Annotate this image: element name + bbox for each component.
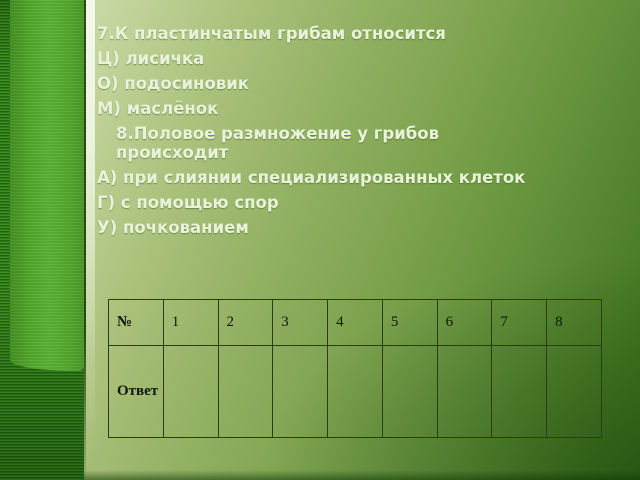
- answer-cell: [492, 346, 547, 438]
- answer-cell: [273, 346, 328, 438]
- answer-cell: [328, 346, 383, 438]
- question-line: А) при слиянии специализированных клеток: [97, 168, 526, 187]
- table-col-header: 1: [163, 300, 218, 346]
- table-number-header: №: [109, 300, 164, 346]
- question-line: Г) с помощью спор: [97, 193, 279, 212]
- question-line: М) маслёнок: [97, 99, 219, 118]
- answer-table-header-row: [109, 300, 602, 346]
- answer-cell: [218, 346, 273, 438]
- answer-row-label: Ответ: [109, 346, 164, 438]
- table-col-header: 2: [218, 300, 273, 346]
- question-line: Ц) лисичка: [97, 49, 205, 68]
- answer-cell: [382, 346, 437, 438]
- table-col-header: 7: [492, 300, 547, 346]
- table-col-header: 8: [547, 300, 602, 346]
- answer-cell: [547, 346, 602, 438]
- highlight-line: [86, 0, 95, 472]
- question-list: [97, 24, 619, 243]
- answer-table-answer-row: [109, 346, 602, 438]
- table-col-header: 3: [273, 300, 328, 346]
- question-line: У) почкованием: [97, 218, 249, 237]
- answer-table: [108, 299, 602, 438]
- table-col-header: 6: [437, 300, 492, 346]
- question-line: О) подосиновик: [97, 74, 249, 93]
- question-line: 7.К пластинчатым грибам относится: [97, 24, 446, 43]
- answer-cell: [437, 346, 492, 438]
- question-line: 8.Половое размножение у грибов происходит: [116, 124, 440, 162]
- left-decoration-band: [0, 0, 84, 480]
- table-col-header: 5: [382, 300, 437, 346]
- green-panel: [10, 0, 84, 371]
- answer-cell: [163, 346, 218, 438]
- table-col-header: 4: [328, 300, 383, 346]
